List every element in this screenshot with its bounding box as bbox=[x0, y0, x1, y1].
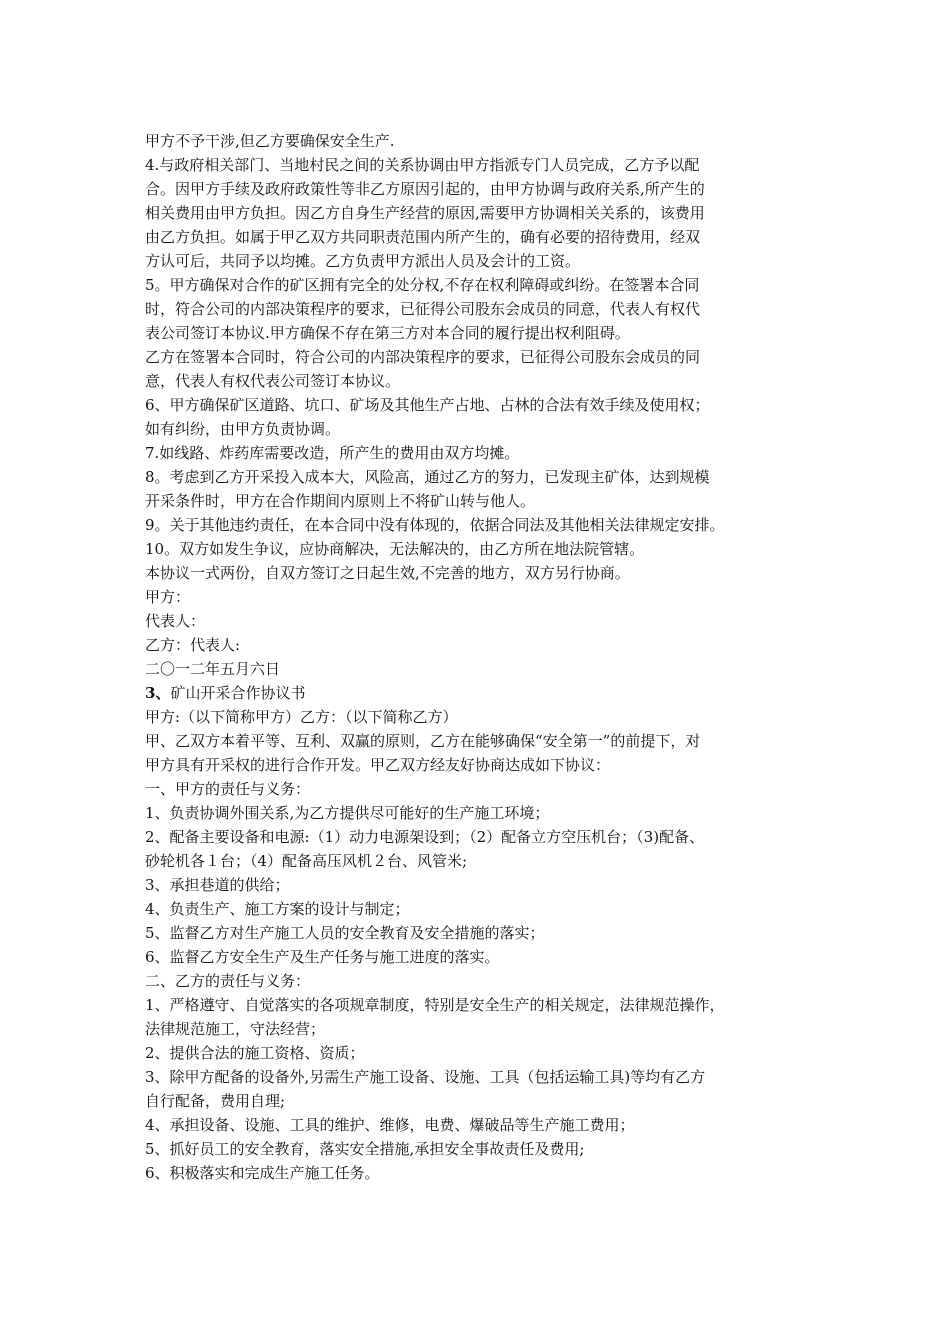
text-line: 砂轮机各１台；（4）配备高压风机２台、风管米; bbox=[145, 852, 468, 870]
text-line: 10。双方如发生争议，应协商解决，无法解决的，由乙方所在地法院管辖。 bbox=[145, 540, 645, 558]
text-line: 6、监督乙方安全生产及生产任务与施工进度的落实。 bbox=[145, 948, 500, 966]
text-line: 时，符合公司的内部决策程序的要求，已征得公司股东会成员的同意，代表人有权代 bbox=[145, 300, 701, 318]
text-line: 如有纠纷，由甲方负责协调。 bbox=[145, 420, 341, 438]
document-body bbox=[145, 129, 815, 1185]
text-line: 由乙方负担。如属于甲乙双方共同职责范围内所产生的，确有必要的招待费用，经双 bbox=[145, 228, 701, 246]
text-line: 相关费用由甲方负担。因乙方自身生产经营的原因,需要甲方协调相关关系的，该费用 bbox=[145, 204, 705, 222]
text-line: 二、乙方的责任与义务： bbox=[145, 972, 311, 990]
text-line: 1、严格遵守、自觉落实的各项规章制度，特别是安全生产的相关规定，法律规范操作， bbox=[145, 996, 725, 1014]
text-line: 甲方具有开采权的进行合作开发。甲乙双方经友好协商达成如下协议： bbox=[145, 756, 611, 774]
section-number: 3、 bbox=[145, 684, 171, 702]
section-title: 矿山开采合作协议书 bbox=[170, 684, 306, 702]
text-line: 6、甲方确保矿区道路、坑口、矿场及其他生产占地、占林的合法有效手续及使用权； bbox=[145, 396, 710, 414]
text-line: 7.如线路、炸药库需要改造，所产生的费用由双方均摊。 bbox=[145, 444, 520, 462]
text-line: 甲方不予干涉,但乙方要确保安全生产. bbox=[145, 132, 395, 150]
text-line: 合。因甲方手续及政府政策性等非乙方原因引起的，由甲方协调与政府关系,所产生的 bbox=[145, 180, 705, 198]
text-line: 3、承担巷道的供给； bbox=[145, 876, 290, 894]
text-line: 8。考虑到乙方开采投入成本大，风险高，通过乙方的努力，已发现主矿体，达到规模 bbox=[145, 468, 710, 486]
text-line: 5、监督乙方对生产施工人员的安全教育及安全措施的落实； bbox=[145, 924, 545, 942]
text-line: 乙方在签署本合同时，符合公司的内部决策程序的要求，已征得公司股东会成员的同 bbox=[145, 348, 701, 366]
text-line: 代表人： bbox=[145, 612, 206, 630]
text-line: 9。关于其他违约责任，在本合同中没有体现的，依据合同法及其他相关法律规定安排。 bbox=[145, 516, 725, 534]
text-line: 方认可后，共同予以均摊。乙方负责甲方派出人员及会计的工资。 bbox=[145, 252, 581, 270]
text-line: 一、甲方的责任与义务： bbox=[145, 780, 311, 798]
text-line: 法律规范施工，守法经营； bbox=[145, 1020, 326, 1038]
text-line: 意，代表人有权代表公司签订本协议。 bbox=[145, 372, 401, 390]
text-line: 4、承担设备、设施、工具的维护、维修，电费、爆破品等生产施工费用； bbox=[145, 1116, 635, 1134]
text-line: 4、负责生产、施工方案的设计与制定； bbox=[145, 900, 410, 918]
text-line: 二〇一二年五月六日 bbox=[145, 660, 281, 678]
text-line: 2、提供合法的施工资格、资质； bbox=[145, 1044, 365, 1062]
text-line: 甲方:（以下简称甲方）乙方：（以下简称乙方） bbox=[145, 708, 458, 726]
text-line: 甲方： bbox=[145, 588, 191, 606]
text-line: 4.与政府相关部门、当地村民之间的关系协调由甲方指派专门人员完成，乙方予以配 bbox=[145, 156, 700, 174]
text-line: 甲、乙双方本着平等、互利、双赢的原则，乙方在能够确保“安全第一”的前提下，对 bbox=[145, 732, 701, 750]
text-line: 5、抓好员工的安全教育，落实安全措施,承担安全事故责任及费用; bbox=[145, 1140, 585, 1158]
text-line: 5。甲方确保对合作的矿区拥有完全的处分权,不存在权利障碍或纠纷。在签署本合同 bbox=[145, 276, 700, 294]
text-line: 自行配备，费用自理; bbox=[145, 1092, 286, 1110]
section-heading bbox=[145, 681, 815, 705]
text-line: 乙方：代表人: bbox=[145, 636, 241, 654]
text-line: 1、负责协调外围关系,为乙方提供尽可能好的生产施工环境； bbox=[145, 804, 550, 822]
text-line: 6、积极落实和完成生产施工任务。 bbox=[145, 1164, 380, 1182]
text-line: 开采条件时，甲方在合作期间内原则上不将矿山转与他人。 bbox=[145, 492, 536, 510]
text-line: 本协议一式两份，自双方签订之日起生效,不完善的地方，双方另行协商。 bbox=[145, 564, 630, 582]
text-line: 2、配备主要设备和电源:（1）动力电源架设到；（2）配备立方空压机台；（3)配备、 bbox=[145, 828, 705, 846]
text-line: 表公司签订本协议.甲方确保不存在第三方对本合同的履行提出权利阻碍。 bbox=[145, 324, 630, 342]
text-line: 3、除甲方配备的设备外,另需生产施工设备、设施、工具（包括运输工具)等均有乙方 bbox=[145, 1068, 706, 1086]
